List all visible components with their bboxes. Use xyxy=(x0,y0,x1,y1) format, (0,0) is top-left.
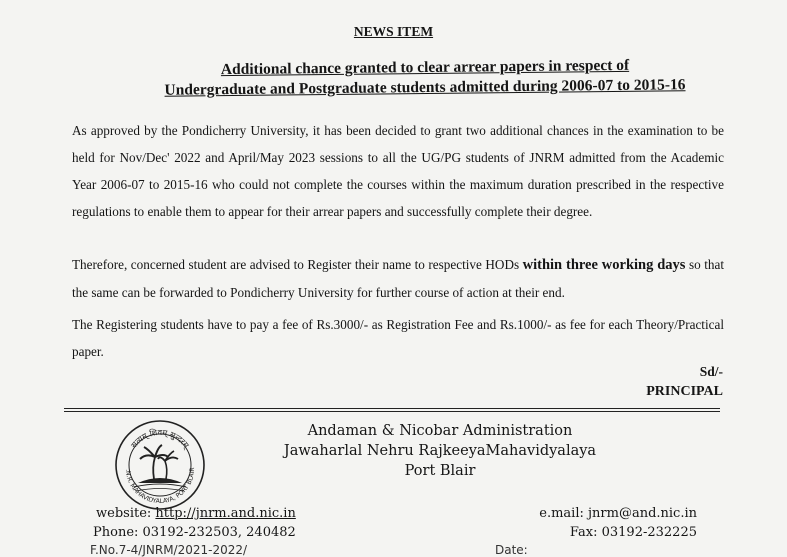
website-label: website: xyxy=(96,506,156,521)
body-paragraph-1: As approved by the Pondicherry University, it has been decided to grant two additional chances in the examination to be held for Nov/Dec' 2022 and April/May 2023 sessions to all the UG/PG students of JNRM admitted from the Academic Year 2006-07 to 2015-16 who could not complete the courses within the maximum duration prescribed in the respective regulations to enable them to appear for their arrear papers and successfully complete their degree. xyxy=(72,123,724,219)
emblem-motto: सत्यम् शिवम् सुन्दरम् xyxy=(129,427,191,450)
emblem-ring-text: .N.R. MAHAVIDYALAYA, PORT BLAIR xyxy=(123,467,197,506)
date-label: Date: xyxy=(495,543,528,557)
emphasis-within-three-working-days: within three working days xyxy=(522,257,686,273)
file-number: F.No.7-4/JNRM/2021-2022/ xyxy=(90,543,248,557)
college-city: Port Blair xyxy=(404,463,476,479)
website-line xyxy=(96,505,296,523)
fax-line: Fax: 03192-232225 xyxy=(569,525,697,540)
paragraph-2-text-a: Therefore, concerned student are advised to Register their name to respective HODs xyxy=(72,257,523,272)
body-paragraph-2 xyxy=(72,251,724,306)
college-name: Jawaharlal Nehru RajkeeyaMahavidyalaya xyxy=(283,443,597,459)
paragraph-2-text-b: so that the same can be forwarded to Pondicherry University for further course of action at their end. xyxy=(72,257,724,300)
body-paragraph-3: The Registering students have to pay a fee of Rs.3000/- as Registration Fee and Rs.1000/- as fee for each Theory/Practical paper. xyxy=(72,317,724,359)
college-emblem-icon xyxy=(114,419,206,511)
footer-divider xyxy=(64,408,720,412)
email-line[interactable]: e.mail: jnrm@and.nic.in xyxy=(539,506,697,521)
administration-name: Andaman & Nicobar Administration xyxy=(307,423,573,439)
website-link[interactable]: http://jnrm.and.nic.in xyxy=(155,506,296,521)
phone-line: Phone: 03192-232503, 240482 xyxy=(93,525,296,540)
news-title: NEWS ITEM xyxy=(353,24,434,39)
signature-sd: Sd/- xyxy=(699,364,723,379)
heading-line-1: Additional chance granted to clear arrear papers in respect of xyxy=(220,56,630,79)
heading-line-2: Undergraduate and Postgraduate students admitted during 2006-07 to 2015-16 xyxy=(164,76,686,99)
signature-principal: PRINCIPAL xyxy=(646,384,723,399)
